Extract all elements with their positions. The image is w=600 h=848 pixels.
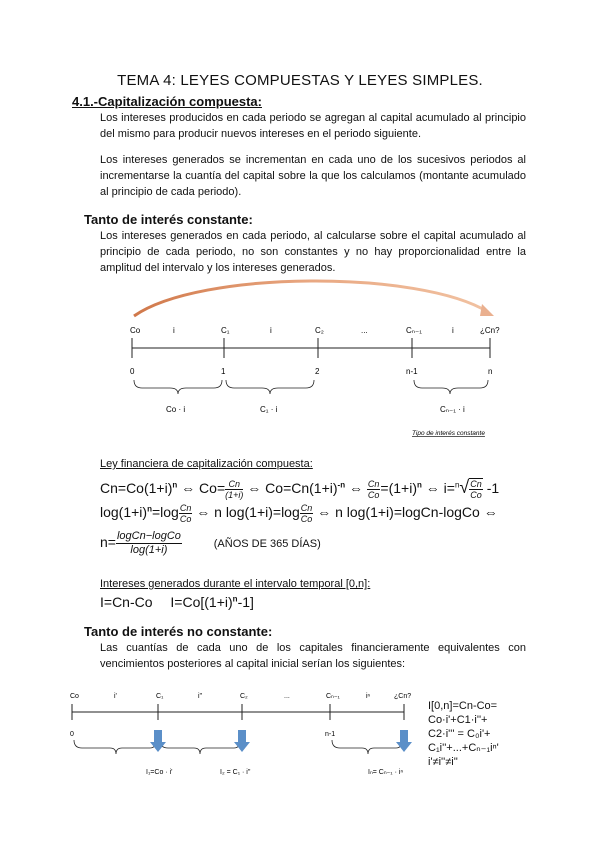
formula-fraction: $\frac{Cn}{Co}$: [300, 503, 313, 524]
tick-label: 1: [221, 367, 226, 376]
equivalence-icon: ⇔: [483, 504, 498, 521]
formula-fraction: $\frac{Cn}{Co}$: [179, 503, 192, 524]
interval-brace: [134, 380, 222, 394]
equivalence-icon: ⇔: [317, 504, 332, 521]
formula-term: n log(1+i)=log: [214, 504, 300, 521]
interest-label: Iₙ= Cₙ₋₁ · iⁿ: [368, 769, 403, 776]
top-label: i'': [198, 693, 203, 700]
formula-term: -1: [482, 480, 500, 496]
section-paragraph-2: Los intereses generados se incrementan en cada uno de los sucesivos periodos al incrementarse la cuantía del capital sobre la que los calculamos (montante acumulado al principio de cada periodo).: [100, 154, 526, 198]
top-label: C₁: [221, 326, 230, 335]
sum-line: i'≠i''≠i'': [428, 756, 458, 768]
top-label: Co: [130, 326, 141, 335]
law-title: Ley financiera de capitalización compuesta:: [100, 458, 313, 470]
interval-brace: [226, 380, 314, 394]
formula-exponent: -n: [337, 480, 346, 490]
top-label: C₂: [240, 693, 248, 700]
constant-rate-diagram: [110, 278, 530, 440]
interest-label: I₂ = C₁ · i'': [220, 769, 251, 776]
formula-fraction: $\frac{Cn}{Co}$: [470, 479, 482, 501]
formula-exponent: n: [147, 504, 152, 514]
nonconstant-rate-diagram: [62, 684, 428, 784]
formula-exponent: n: [232, 594, 238, 604]
tick-label: n: [488, 367, 493, 376]
formula-fraction: $\frac{Cn}{Co}$: [367, 478, 380, 500]
equivalence-icon: ⇔: [181, 480, 196, 496]
sum-line: I[0,n]=Cn-Co=: [428, 700, 498, 712]
brace-label: Co · i: [166, 405, 186, 414]
nonconstant-rate-heading: Tanto de interés no constante:: [84, 624, 273, 639]
top-label: i: [452, 326, 454, 335]
top-label: ¿Cn?: [394, 693, 412, 700]
formula-term: n log(1+i)=logCn-logCo: [335, 504, 480, 521]
formula-line-2: [100, 503, 498, 524]
top-label: C₂: [315, 326, 324, 335]
formula-note: (AÑOS DE 365 DÍAS): [213, 538, 321, 551]
top-label: ¿Cn?: [480, 326, 500, 335]
page-title: TEMA 4: LEYES COMPUESTAS Y LEYES SIMPLES.: [117, 72, 483, 89]
tick-label: 2: [315, 367, 320, 376]
interval-brace: [160, 740, 240, 754]
formula-exponent: n: [172, 480, 178, 490]
top-label: C₁: [156, 693, 164, 700]
top-label: Cₙ₋₁: [326, 693, 340, 700]
formula-term: =(1+i): [380, 480, 417, 496]
interval-brace: [332, 740, 402, 754]
formula-term: =log: [151, 504, 179, 521]
formula-exponent: n: [416, 480, 422, 490]
top-label: i': [114, 693, 117, 700]
section-paragraph-1: Los intereses producidos en cada periodo se agregan al capital acumulado al principio del mismo para producir nuevos intereses en el periodo siguiente.: [100, 112, 526, 140]
formula-term: Co=Cn(1+i): [265, 480, 338, 496]
formula-term: log(1+i): [100, 504, 148, 521]
sum-line: Co·i'+C1·i''+: [428, 714, 488, 726]
formula-term: i=: [443, 480, 455, 496]
arc-arrowhead-icon: [480, 304, 494, 316]
top-label: Co: [70, 693, 79, 700]
formula-fraction: $\frac{\text{logCn−logCo}}{\log(1+i)}$: [116, 530, 181, 556]
constant-rate-heading: Tanto de interés constante:: [84, 212, 253, 227]
nonconstant-rate-paragraph: Las cuantías de cada uno de los capitales financieramente equivalentes con vencimientos posteriores al capital inicial serían los siguientes:: [100, 642, 526, 670]
interest-label: I₁=Co · i': [146, 769, 173, 776]
constant-rate-paragraph: Los intereses generados en cada periodo, al calcularse sobre el capital acumulado al principio de cada periodo, no son constantes y no hay proporcionalidad entre la amplitud del intervalo y los intereses generados.: [100, 230, 526, 274]
formula-fraction: $\frac{Cn}{(1+i)}$: [225, 478, 244, 500]
formula-line-3: [100, 530, 321, 557]
formula-line-1: [100, 477, 499, 500]
top-label: i: [173, 326, 175, 335]
formula-term: n=: [100, 534, 116, 551]
interest-sum-box: [428, 699, 538, 769]
brace-label: Cₙ₋₁ · i: [440, 405, 465, 414]
tick-label: n-1: [325, 731, 336, 738]
down-arrow-icon: [150, 730, 166, 752]
interval-brace: [74, 740, 156, 754]
formula-term: Cn=Co(1+i): [100, 480, 173, 496]
top-label: iⁿ: [366, 693, 371, 700]
interest-title: Intereses generados durante el intervalo temporal [0,n]:: [100, 578, 371, 590]
section-heading: 4.1.-Capitalización compuesta:: [72, 94, 262, 109]
tick-label: n-1: [406, 367, 418, 376]
equivalence-icon: ⇔: [425, 480, 440, 496]
diagram-caption: Tipo de interés constante: [412, 430, 485, 437]
interest-formula: [100, 594, 254, 610]
down-arrow-icon: [234, 730, 250, 752]
interval-brace: [414, 380, 488, 394]
formula-term: I=Co[(1+i): [170, 594, 233, 610]
tick-label: 0: [130, 367, 135, 376]
formula-term: I=Cn-Co: [100, 594, 153, 610]
sum-line: C₁i''+...+Cₙ₋₁iⁿ': [428, 742, 499, 754]
sum-line: C2·i''' = C₀i'+: [428, 728, 491, 740]
brace-label: C₁ · i: [260, 405, 278, 414]
top-label: ...: [284, 693, 290, 700]
top-label: ...: [361, 326, 368, 335]
top-label: Cₙ₋₁: [406, 326, 422, 335]
equivalence-icon: ⇔: [196, 504, 211, 521]
equivalence-icon: ⇔: [349, 480, 363, 496]
root-index: n: [454, 480, 460, 490]
down-arrow-icon: [396, 730, 412, 752]
formula-term: -1]: [237, 594, 254, 610]
top-label: i: [270, 326, 272, 335]
root-sign-icon: √: [459, 477, 470, 497]
tick-label: 0: [70, 731, 74, 738]
capitalization-arc: [134, 281, 488, 316]
equivalence-icon: ⇔: [247, 480, 262, 496]
formula-term: Co=: [199, 480, 226, 496]
